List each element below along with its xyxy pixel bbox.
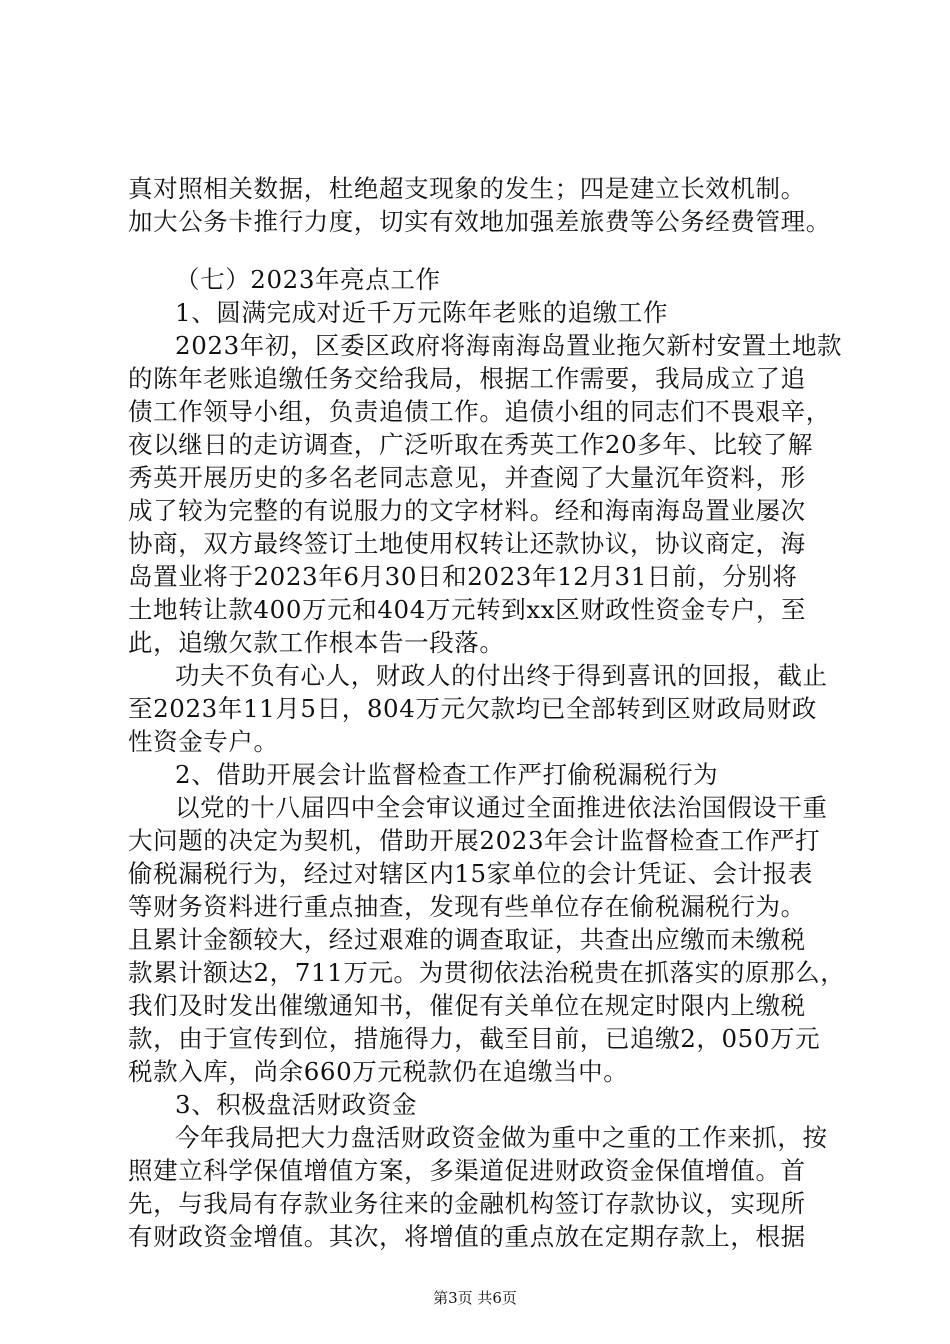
paragraph xyxy=(128,659,840,758)
subsection-heading: 2、借助开展会计监督检查工作严打偷税漏税行为 xyxy=(175,760,719,789)
text-line: 夜以继日的走访调查，广泛听取在秀英工作20多年、比较了解 xyxy=(128,430,813,459)
document-body xyxy=(128,172,846,1253)
page-footer: 第3页 共6页 xyxy=(433,1289,517,1307)
text-line: 税款入库，尚余660万元税款仍在追缴当中。 xyxy=(128,1057,629,1086)
text-line: 有财政资金增值。其次，将增值的重点放在定期存款上，根据 xyxy=(128,1222,806,1251)
text-line: 款累计额达2，711万元。为贯彻依法治税贵在抓落实的原那么， xyxy=(128,958,846,987)
paragraph xyxy=(128,791,846,1088)
text-line: 且累计金额较大，经过艰难的调查取证，共查出应缴而未缴税 xyxy=(128,925,806,954)
text-line: 功夫不负有心人，财政人的付出终于得到喜讯的回报，截止 xyxy=(175,661,828,690)
text-line: 我们及时发出催缴通知书，催促有关单位在规定时限内上缴税 xyxy=(128,991,806,1020)
subsection-heading: 3、积极盘活财政资金 xyxy=(175,1090,418,1119)
text-line: 真对照相关数据，杜绝超支现象的发生；四是建立长效机制。 xyxy=(128,174,806,203)
section-gap xyxy=(128,238,840,263)
text-line: 照建立科学保值增值方案，多渠道促进财政资金保值增值。首 xyxy=(128,1156,806,1185)
text-line: 债工作领导小组，负责追债工作。追债小组的同志们不畏艰辛， xyxy=(128,397,831,426)
text-line: 先，与我局有存款业务往来的金融机构签订存款协议，实现所 xyxy=(128,1189,806,1218)
text-line: 性资金专户。 xyxy=(128,727,279,756)
text-line: 以党的十八届四中全会审议通过全面推进依法治国假设干重 xyxy=(175,793,828,822)
text-line: 款，由于宣传到位，措施得力，截至目前，已追缴2，050万元 xyxy=(128,1024,821,1053)
text-line: 大问题的决定为契机，借助开展2023年会计监督检查工作严打 xyxy=(128,826,821,855)
text-line: 加大公务卡推行力度，切实有效地加强差旅费等公务经费管理。 xyxy=(128,207,831,236)
text-line: 秀英开展历史的多名老同志意见，并查阅了大量沉年资料，形 xyxy=(128,463,806,492)
section-heading: （七）2023年亮点工作 xyxy=(175,265,441,294)
text-line: 此，追缴欠款工作根本告一段落。 xyxy=(128,628,505,657)
subsection-heading: 1、圆满完成对近千万元陈年老账的追缴工作 xyxy=(175,298,669,327)
paragraph-continuation xyxy=(128,172,840,238)
text-line: 2023年初，区委区政府将海南海岛置业拖欠新村安置土地款 xyxy=(175,331,843,360)
text-line: 的陈年老账追缴任务交给我局，根据工作需要，我局成立了追 xyxy=(128,364,806,393)
text-line: 协商，双方最终签订土地使用权转让还款协议，协议商定，海 xyxy=(128,529,806,558)
text-line: 岛置业将于2023年6月30日和2023年12月31日前，分别将 xyxy=(128,562,798,591)
text-line: 今年我局把大力盘活财政资金做为重中之重的工作来抓，按 xyxy=(175,1123,828,1152)
text-line: 土地转让款400万元和404万元转到xx区财政性资金专户，至 xyxy=(128,595,807,624)
paragraph xyxy=(128,1121,840,1253)
text-line: 至2023年11月5日，804万元欠款均已全部转到区财政局财政 xyxy=(128,694,817,723)
text-line: 成了较为完整的有说服力的文字材料。经和海南海岛置业屡次 xyxy=(128,496,806,525)
text-line: 等财务资料进行重点抽查，发现有些单位存在偷税漏税行为。 xyxy=(128,892,806,921)
paragraph xyxy=(128,329,843,659)
text-line: 偷税漏税行为，经过对辖区内15家单位的会计凭证、会计报表 xyxy=(128,859,813,888)
